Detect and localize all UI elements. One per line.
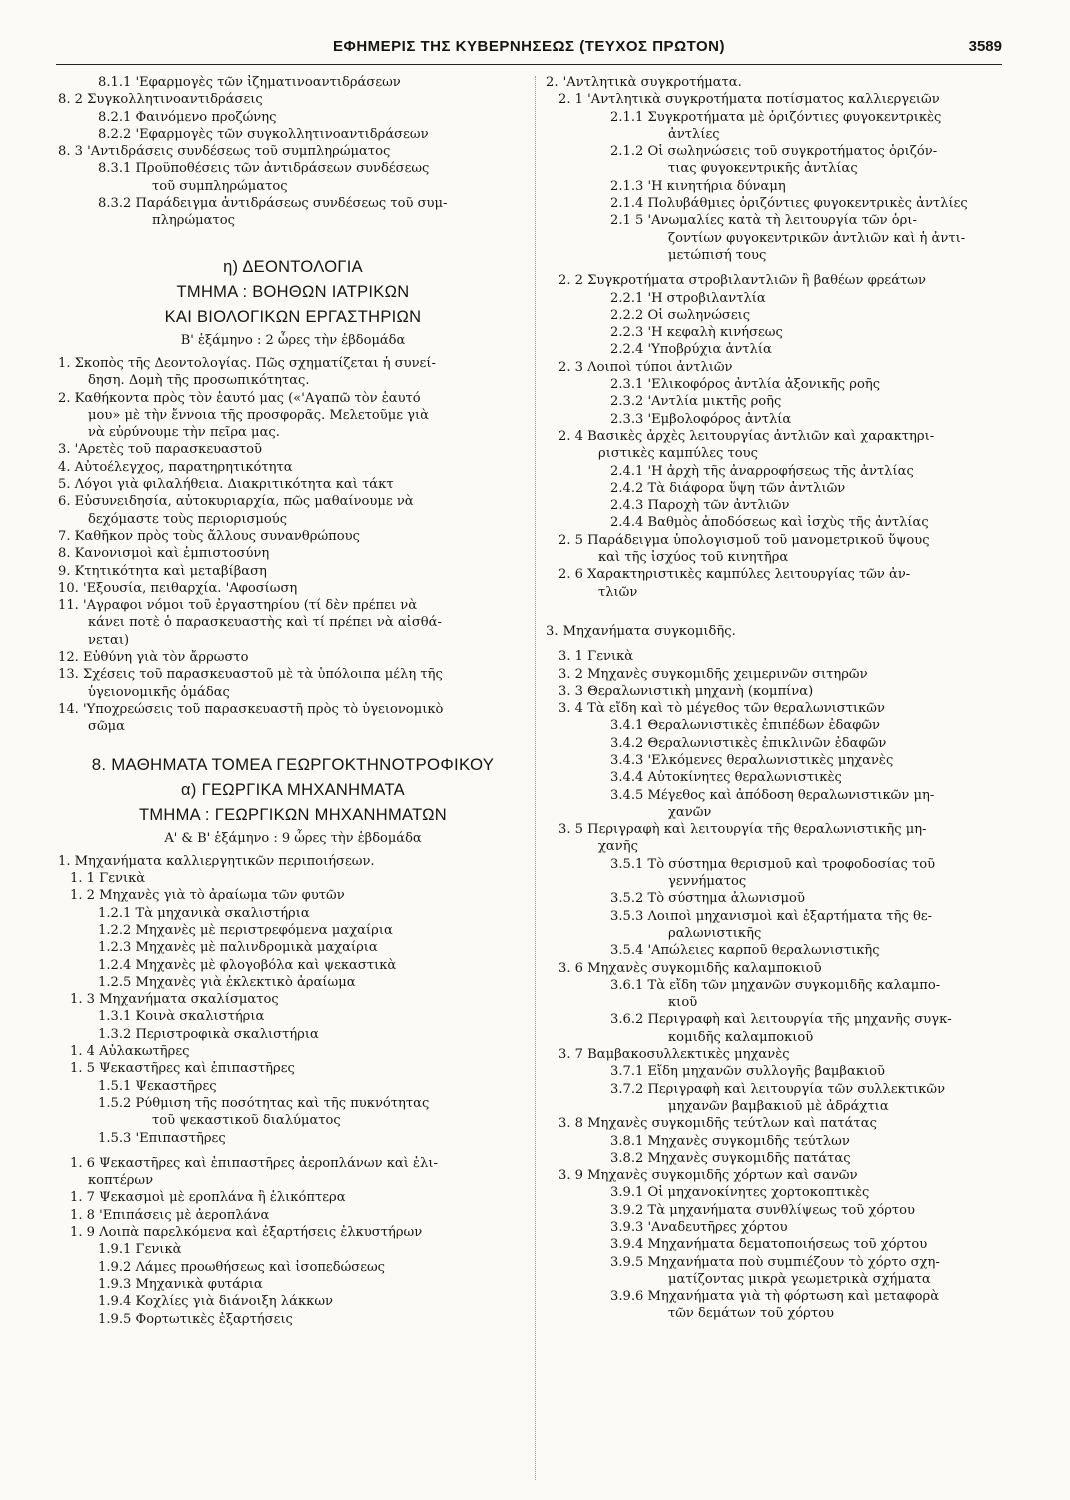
text-line: 3. Μηχανήματα συγκομιδῆς. [546,623,736,639]
page-number: 3589 [968,38,1002,55]
text-line: 2.3.1 'Ελικοφόρος ἀντλία ἀξονικῆς ροῆς [610,377,881,393]
text-line: 2.4.4 Βαθμὸς ἀποδόσεως καὶ ἰσχὺς τῆς ἀντλίας [610,515,929,531]
text-line: 3. 4 Τὰ εἴδη καὶ τὸ μέγεθος τῶν θεραλωνιστικῶν [558,701,885,717]
text-line: 2.3.2 'Αντλία μικτῆς ροῆς [610,394,782,410]
text-line: νὰ εὐρύνουμε τὴν πεῖρα μας. [88,425,280,441]
text-line: 2.2.2 Οἱ σωληνώσεις [610,307,751,323]
text-line: ματίζοντας μικρὰ γεωμετρικὰ σχήματα [668,1271,931,1287]
text-line: 1.2.2 Μηχανὲς μὲ περιστρεφόμενα μαχαίρια [98,922,393,938]
text-line: ἀντλίες [668,126,720,142]
text-line: 2.1.3 'Η κινητήρια δύναμη [610,178,786,194]
text-line: χανῶν [668,804,712,820]
text-line: μου» μὲ τὴν ἔννοια τῆς προσφορᾶς. Μελετοῦμε γιὰ [88,407,429,423]
text-line: 1. 5 Ψεκαστῆρες καὶ ἐπιπαστῆρες [70,1061,295,1077]
text-line: σῶμα [88,719,125,735]
text-line: 6. Εὐσυνειδησία, αὐτοκυριαρχία, πῶς μαθαίνουμε νὰ [58,494,414,510]
text-line: κοπτέρων [88,1173,154,1189]
text-line: 3.7.2 Περιγραφὴ καὶ λειτουργία τῶν συλλεκτικῶν [610,1081,946,1097]
section-title-agriculture: 8. ΜΑΘΗΜΑΤΑ ΤΟΜΕΑ ΓΕΩΡΓΟΚΤΗΝΟΤΡΟΦΙΚΟΥ [91,754,495,774]
text-line: 1. Μηχανήματα καλλιεργητικῶν περιποιήσεων. [58,853,375,869]
text-line: 2.2.3 'Η κεφαλὴ κινήσεως [610,325,783,341]
text-line: 8. 2 Συγκολλητινοαντιδράσεις [58,92,263,108]
text-line: 3.4.5 Μέγεθος καὶ ἀπόδοση θεραλωνιστικῶν μη- [610,787,935,803]
text-line: 7. Καθῆκον πρὸς τοὺς ἄλλους συνανθρώπους [58,528,360,544]
text-line: κιοῦ [668,995,698,1011]
text-line: 3. 3 Θεραλωνιστικὴ μηχανὴ (κομπίνα) [558,683,814,699]
text-line: 2. 1 'Αντλητικὰ συγκροτήματα ποτίσματος καλλιεργειῶν [558,92,940,108]
text-line: 1.5.3 'Επιπαστῆρες [98,1130,226,1146]
text-line: 4. Αὐτοέλεγχος, παρατηρητικότητα [58,459,293,475]
text-line: 3. 7 Βαμβακοσυλλεκτικὲς μηχανὲς [558,1047,790,1063]
text-line: 2. Καθήκοντα πρὸς τὸν ἑαυτό μας («'Αγαπῶ τὸν ἑαυτό [58,390,421,406]
text-line: 3. 8 Μηχανὲς συγκομιδῆς τεύτλων καὶ πατάτας [558,1116,877,1132]
text-line: 9. Κτητικότητα καὶ μεταβίβαση [58,563,267,579]
text-line: μετώπισή τους [668,247,767,263]
text-line: 1. 3 Μηχανήματα σκαλίσματος [70,992,279,1008]
text-line: 10. 'Εξουσία, πειθαρχία. 'Αφοσίωση [58,580,298,596]
text-line: 3.5.4 'Απώλειες καρποῦ θεραλωνιστικῆς [610,943,880,959]
text-line: 3.9.4 Μηχανήματα δεματοποιήσεως τοῦ χόρτου [610,1237,928,1253]
text-line: δηση. Δομὴ τῆς προσωπικότητας. [88,373,310,389]
section-title-deontology: η) ΔΕΟΝΤΟΛΟΓΙΑ [223,257,363,276]
text-line: 3.6.1 Τὰ εἴδη τῶν μηχανῶν συγκομιδῆς καλαμπο- [610,977,941,993]
text-line: 8.2.1 Φαινόμενο προζώνης [98,109,277,125]
semester-hours-machinery: Α' & Β' ἑξάμηνο : 9 ὧρες τὴν ἑβδομάδα [164,830,422,846]
department-machinery: ΤΜΗΜΑ : ΓΕΩΡΓΙΚΩΝ ΜΗΧΑΝΗΜΑΤΩΝ [138,805,448,824]
text-line: 3. 1 Γενικὰ [558,649,634,665]
text-line: 1.2.5 Μηχανὲς γιὰ ἐκλεκτικὸ ἀραίωμα [98,974,356,990]
text-line: 3.7.1 Εἴδη μηχανῶν συλλογῆς βαμβακιοῦ [610,1064,885,1080]
text-line: 14. 'Υποχρεώσεις τοῦ παρασκευαστῆ πρὸς τὸ ὑγειονομικὸ [58,701,444,717]
text-line: 1. 7 Ψεκασμοὶ μὲ εροπλάνα ἢ ἑλικόπτερα [70,1190,346,1206]
text-line: 2. 6 Χαρακτηριστικὲς καμπύλες λειτουργίας τῶν ἀν- [558,567,911,583]
text-line: κομιδῆς καλαμποκιοῦ [668,1029,814,1045]
text-line: 3.9.5 Μηχανήματα ποὺ συμπιέζουν τὸ χόρτο σχη- [610,1254,940,1270]
text-line: τοῦ ψεκαστικοῦ διαλύματος [152,1113,341,1129]
text-line: 1.9.2 Λάμες προωθήσεως καὶ ἰσοπεδώσεως [98,1259,386,1275]
text-line: 1.5.2 Ρύθμιση τῆς ποσότητας καὶ τῆς πυκνότητας [98,1095,430,1111]
department-line-2: ΚΑΙ ΒΙΟΛΟΓΙΚΩΝ ΕΡΓΑΣΤΗΡΙΩΝ [164,307,422,326]
text-line: ριστικὲς καμπύλες τους [598,446,758,462]
text-line: 1.2.3 Μηχανὲς μὲ παλινδρομικὰ μαχαίρια [98,940,378,956]
text-line: 1. 4 Αὐλακωτῆρες [70,1044,190,1060]
text-line: ὑγειονομικῆς ὁμάδας [88,684,230,700]
text-line: ραλωνιστικῆς [668,925,762,941]
text-line: 3.6.2 Περιγραφὴ καὶ λειτουργία τῆς μηχανῆς συγκ- [610,1012,952,1028]
subsection-title-machinery: α) ΓΕΩΡΓΙΚΑ ΜΗΧΑΝΗΜΑΤΑ [181,780,405,799]
text-line: 1.9.5 Φορτωτικὲς ἐξαρτήσεις [98,1311,293,1327]
text-line: 1.3.2 Περιστροφικὰ σκαλιστήρια [98,1026,319,1042]
text-line: 2. 3 Λοιποὶ τύποι ἀντλιῶν [558,359,733,375]
column-divider [535,76,536,1480]
text-line: 5. Λόγοι γιὰ φιλαλήθεια. Διακριτικότητα καὶ τάκτ [58,477,394,493]
text-line: 12. Εὐθύνη γιὰ τὸν ἄρρωστο [58,650,249,666]
text-line: 3.4.4 Αὐτοκίνητες θεραλωνιστικὲς [610,770,842,786]
text-line: 8.3.1 Προϋποθέσεις τῶν ἀντιδράσεων συνδέσεως [98,161,430,177]
text-line: 2.1.1 Συγκροτήματα μὲ ὁριζόντιες φυγοκεντρικὲς [610,109,942,125]
text-line: 1. 6 Ψεκαστῆρες καὶ ἐπιπαστῆρες ἀεροπλάνων καὶ ἑλι- [70,1155,438,1171]
text-line: 2.1 5 'Ανωμαλίες κατὰ τὴ λειτουργία τῶν ὁρι- [610,213,917,229]
text-line: 2.1.4 Πολυβάθμιες ὁριζόντιες φυγοκεντρικὲς ἀντλίες [610,196,968,212]
text-line: τοῦ συμπληρώματος [152,178,288,194]
text-line: 8.1.1 'Εφαρμογὲς τῶν ἰζηματινοαντιδράσεων [98,75,401,90]
page-header [56,36,1002,65]
text-line: 1.9.3 Μηχανικὰ φυτάρια [98,1276,263,1292]
text-line: 3.4.2 Θεραλωνιστικὲς ἐπικλινῶν ἐδαφῶν [610,735,887,751]
text-line: 8. Κανονισμοὶ καὶ ἐμπιστοσύνη [58,546,270,562]
semester-hours: Β' ἑξάμηνο : 2 ὧρες τὴν ἑβδομάδα [180,332,406,348]
text-line: 13. Σχέσεις τοῦ παρασκευαστοῦ μὲ τὰ ὑπόλοιπα μέλη τῆς [58,667,443,683]
text-line: 2. 4 Βασικὲς ἀρχὲς λειτουργίας ἀντλιῶν καὶ χαρακτηρι- [558,428,935,444]
text-line: 3. 'Αρετὲς τοῦ παρασκευαστοῦ [58,442,262,458]
text-line: 8. 3 'Αντιδράσεις συνδέσεως τοῦ συμπληρώματος [58,144,391,160]
text-line: 3. 6 Μηχανὲς συγκομιδῆς καλαμποκιοῦ [558,960,822,976]
text-line: 2.4.1 'Η ἀρχὴ τῆς ἀναρροφήσεως τῆς ἀντλίας [610,463,914,479]
text-line: 8.3.2 Παράδειγμα ἀντιδράσεως συνδέσεως τοῦ συμ- [98,196,448,212]
text-line: 1. 1 Γενικὰ [70,871,146,887]
text-line: 1.9.1 Γενικὰ [98,1242,182,1258]
text-line: 3.4.3 'Ελκόμενες θεραλωνιστικὲς μηχανὲς [610,752,894,768]
text-line: 3.4.1 Θεραλωνιστικὲς ἐπιπέδων ἐδαφῶν [610,718,881,734]
text-line: 3.8.2 Μηχανὲς συγκομιδῆς πατάτας [610,1150,851,1166]
text-line: κάνει ποτὲ ὁ παρασκευαστὴς καὶ τί πρέπει νὰ αἰσθά- [88,615,442,631]
text-line: τῶν δεμάτων τοῦ χόρτου [668,1306,834,1322]
text-line: 1. 8 'Επιπάσεις μὲ ἀεροπλάνα [70,1207,270,1223]
text-line: πληρώματος [152,213,235,229]
text-line: 3.9.6 Μηχανήματα γιὰ τὴ φόρτωση καὶ μεταφορὰ [610,1289,940,1305]
text-line: δεχόμαστε τοὺς περιορισμούς [88,511,288,527]
text-line: 1.9.4 Κοχλίες γιὰ διάνοιξη λάκκων [98,1294,333,1310]
text-line: τιας φυγοκεντρικῆς ἀντλίας [668,161,858,177]
text-line: 2. 2 Συγκροτήματα στροβιλαντλιῶν ἢ βαθέων φρεάτων [558,273,926,289]
text-line: γεννήματος [668,874,747,890]
text-line: 1. 9 Λοιπὰ παρελκόμενα καὶ ἐξαρτήσεις ἑλκυστήρων [70,1225,423,1241]
text-line: 3. 2 Μηχανὲς συγκομιδῆς χειμερινῶν σιτηρῶν [558,666,868,682]
text-line: 2. 5 Παράδειγμα ὑπολογισμοῦ τοῦ μανομετρικοῦ ὕψους [558,532,930,548]
text-line: 3.9.3 'Αναδευτῆρες χόρτου [610,1220,788,1235]
text-line: 2.2.4 'Υποβρύχια ἀντλία [610,342,772,358]
text-line: 3.9.2 Τὰ μηχανήματα συνθλίψεως τοῦ χόρτου [610,1202,915,1218]
text-line: 3.8.1 Μηχανὲς συγκομιδῆς τεύτλων [610,1133,850,1149]
text-line: 3. 5 Περιγραφὴ καὶ λειτουργία τῆς θεραλωνιστικῆς μη- [558,822,927,838]
text-line: 2.3.3 'Εμβολοφόρος ἀντλία [610,411,792,427]
department-line-1: ΤΜΗΜΑ : ΒΟΗΘΩΝ ΙΑΤΡΙΚΩΝ [176,282,410,301]
text-line: 1.2.4 Μηχανὲς μὲ φλογοβόλα καὶ ψεκαστικὰ [98,957,397,973]
text-line: καὶ τῆς ἰσχύος τοῦ κινητῆρα [598,550,789,566]
text-line: 1. Σκοπὸς τῆς Δεοντολογίας. Πῶς σχηματίζεται ἡ συνεί- [58,355,436,371]
text-line: 2.4.2 Τὰ διάφορα ὕψη τῶν ἀντλιῶν [610,480,846,496]
text-line: 8.2.2 'Εφαρμογὲς τῶν συγκολλητινοαντιδράσεων [98,126,429,142]
text-line: μηχανῶν βαμβακιοῦ μὲ ἀδράχτια [668,1098,889,1114]
text-line: 3.9.1 Οἱ μηχανοκίνητες χορτοκοπτικὲς [610,1185,870,1201]
text-line: 3.5.1 Τὸ σύστημα θερισμοῦ καὶ τροφοδοσίας τοῦ [610,856,936,872]
text-line: 1.3.1 Κοινὰ σκαλιστήρια [98,1009,265,1025]
text-line: 3.5.3 Λοιποὶ μηχανισμοὶ καὶ ἐξαρτήματα τῆς θε- [610,908,933,924]
text-line: νεται) [88,632,130,648]
text-line: 2. 'Αντλητικὰ συγκροτήματα. [546,75,742,90]
text-line: ζοντίων φυγοκεντρικῶν ἀντλιῶν καὶ ἡ ἀντι- [668,230,966,246]
text-line: 1. 2 Μηχανὲς γιὰ τὸ ἀραίωμα τῶν φυτῶν [70,888,345,904]
text-line: 11. 'Αγραφοι νόμοι τοῦ ἐργαστηρίου (τί δὲν πρέπει νὰ [58,598,418,614]
gazette-title: ΕΦΗΜΕΡΙΣ ΤΗΣ ΚΥΒΕΡΝΗΣΕΩΣ (ΤΕΥΧΟΣ ΠΡΩΤΟΝ) [333,38,725,55]
right-column [546,74,1016,1486]
text-line: 1.5.1 Ψεκαστῆρες [98,1078,217,1094]
text-line: τλιῶν [598,584,638,600]
text-line: 2.4.3 Παροχὴ τῶν ἀντλιῶν [610,498,790,514]
text-line: 2.1.2 Οἱ σωληνώσεις τοῦ συγκροτήματος ὁριζόν- [610,144,938,160]
text-line: χανῆς [598,839,638,855]
left-column [58,74,528,1486]
text-line: 3.5.2 Τὸ σύστημα ἀλωνισμοῦ [610,891,805,907]
text-line: 3. 9 Μηχανὲς συγκομιδῆς χόρτων καὶ σανῶν [558,1168,858,1184]
text-line: 2.2.1 'Η στροβιλαντλία [610,290,766,306]
text-line: 1.2.1 Τὰ μηχανικὰ σκαλιστήρια [98,905,310,921]
